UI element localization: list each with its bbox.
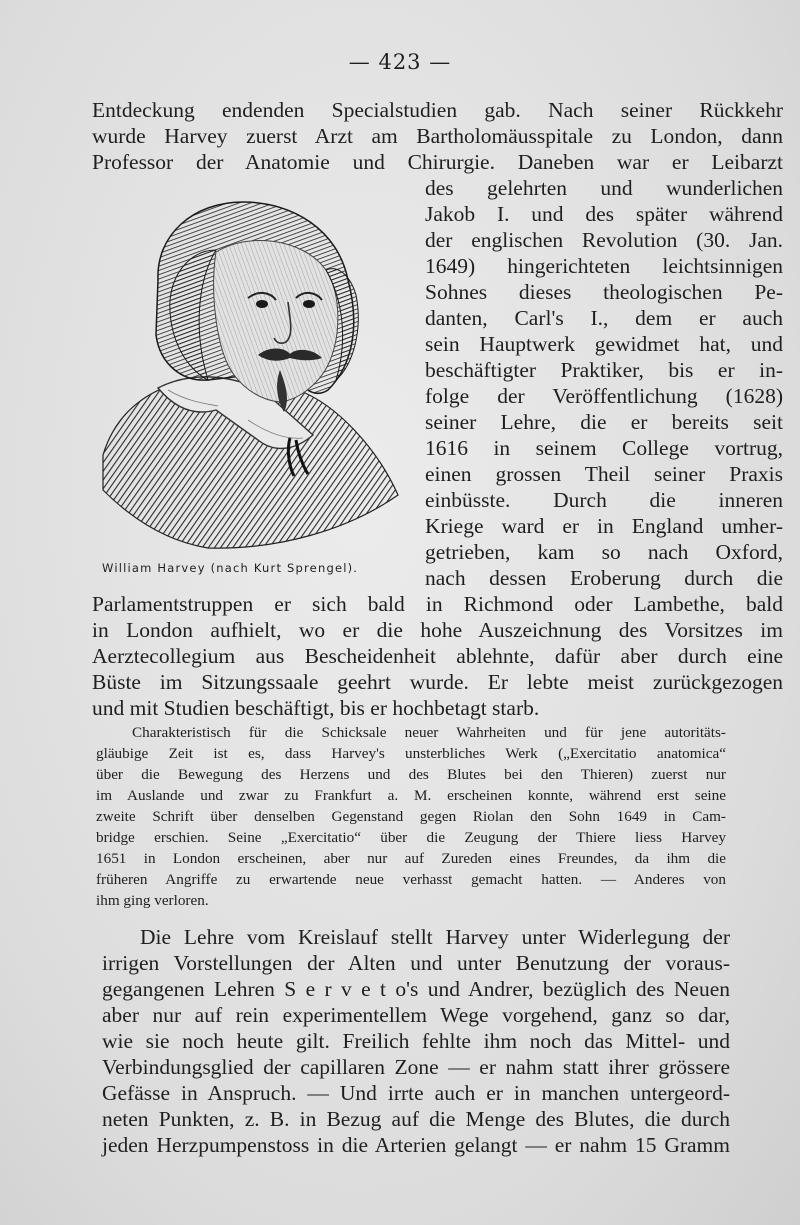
- body-line: getrieben, kam so nach Oxford,: [425, 540, 783, 564]
- body-line: folge der Veröffentlichung (1628): [425, 384, 783, 408]
- body-line: wurde Harvey zuerst Arzt am Bartholomäusspitale zu London, dann: [92, 124, 783, 148]
- note-line: Charakteristisch für die Schicksale neuer Wahrheiten und für jene autoritäts-: [132, 724, 726, 741]
- body-line: in London aufhielt, wo er die hohe Auszeichnung des Vorsitzes im: [92, 618, 783, 642]
- body-line: Professor der Anatomie und Chirurgie. Daneben war er Leibarzt: [92, 150, 783, 174]
- note-line: zweite Schrift über denselben Gegenstand gegen Riolan den Sohn 1649 in Cam-: [96, 808, 726, 825]
- note-line: gläubige Zeit ist es, dass Harvey's unsterbliches Werk („Exercitatio anatomica“: [96, 745, 726, 762]
- note-line: bridge erschien. Seine „Exercitatio“ über die Zeugung der Thiere liess Harvey: [96, 829, 726, 846]
- body-line: Gefässe in Anspruch. — Und irrte auch er in manchen untergeord-: [102, 1081, 730, 1105]
- note-line: ihm ging verloren.: [96, 892, 209, 909]
- body-line: seiner Lehre, die er bereits seit: [425, 410, 783, 434]
- body-line: Kriege ward er in England umher-: [425, 514, 783, 538]
- body-line: der englischen Revolution (30. Jan.: [425, 228, 783, 252]
- body-line: einbüsste. Durch die inneren: [425, 488, 783, 512]
- body-line: 1616 in seinem College vortrug,: [425, 436, 783, 460]
- body-line: wie sie noch heute gilt. Freilich fehlte ihm noch das Mittel- und: [102, 1029, 730, 1053]
- body-line: gegangenen Lehren S e r v e t o's und Andrer, bezüglich des Neuen: [102, 977, 730, 1001]
- body-line: aber nur auf rein experimentellem Wege vorgehend, ganz so dar,: [102, 1003, 730, 1027]
- body-line: Die Lehre vom Kreislauf stellt Harvey unter Widerlegung der: [140, 925, 730, 949]
- note-line: 1651 in London erscheinen, aber nur auf Zureden eines Freundes, da ihm die: [96, 850, 726, 867]
- body-line: sein Hauptwerk gewidmet hat, und: [425, 332, 783, 356]
- page-number: — 423 —: [348, 50, 452, 74]
- body-line: Aerztecollegium aus Bescheidenheit ablehnte, dafür aber durch eine: [92, 644, 783, 668]
- body-line: des gelehrten und wunderlichen: [425, 176, 783, 200]
- body-line: Sohnes dieses theologischen Pe-: [425, 280, 783, 304]
- note-line: im Auslande und zwar zu Frankfurt a. M. erscheinen konnte, während erst seine: [96, 787, 726, 804]
- body-line: 1649) hingerichteten leichtsinnigen: [425, 254, 783, 278]
- portrait-engraving: [98, 190, 403, 552]
- body-line: nach dessen Eroberung durch die: [425, 566, 783, 590]
- body-line: neten Punkten, z. B. in Bezug auf die Menge des Blutes, die durch: [102, 1107, 730, 1131]
- body-line: jeden Herzpumpenstoss in die Arterien gelangt — er nahm 15 Gramm: [102, 1133, 730, 1157]
- body-line: Jakob I. und des später während: [425, 202, 783, 226]
- body-line: Parlamentstruppen er sich bald in Richmond oder Lambethe, bald: [92, 592, 783, 616]
- portrait-caption: William Harvey (nach Kurt Sprengel).: [102, 561, 359, 575]
- body-line: Büste im Sitzungssaale geehrt wurde. Er lebte meist zurückgezogen: [92, 670, 783, 694]
- body-line: Entdeckung endenden Specialstudien gab. Nach seiner Rückkehr: [92, 98, 783, 122]
- note-line: über die Bewegung des Herzens und des Blutes bei den Thieren) zuerst nur: [96, 766, 726, 783]
- body-line: beschäftigter Praktiker, bis er in-: [425, 358, 783, 382]
- body-line: danten, Carl's I., dem er auch: [425, 306, 783, 330]
- body-line: Verbindungsglied der capillaren Zone — er nahm statt ihrer grössere: [102, 1055, 730, 1079]
- body-line: irrigen Vorstellungen der Alten und unter Benutzung der voraus-: [102, 951, 730, 975]
- body-line: einen grossen Theil seiner Praxis: [425, 462, 783, 486]
- note-line: früheren Angriffe zu erwartende neue verhasst gemacht hatten. — Anderes von: [96, 871, 726, 888]
- body-line: und mit Studien beschäftigt, bis er hochbetagt starb.: [92, 696, 540, 720]
